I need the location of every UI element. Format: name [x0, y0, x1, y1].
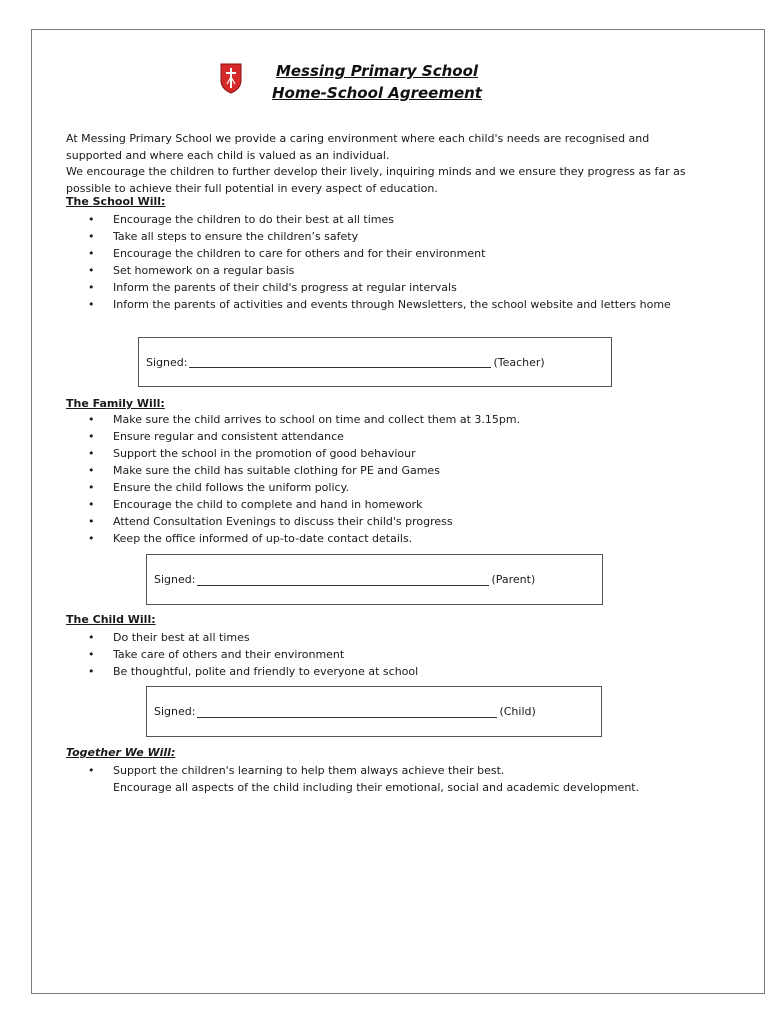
signature-line[interactable] [197, 706, 497, 718]
intro-paragraph-2: We encourage the children to further develop their lively, inquiring minds and we ensure they progress as far as possible to achieve their full potential in every aspect of education. [66, 165, 686, 195]
list-item: • Attend Consultation Evenings to discuss their child's progress [88, 513, 678, 530]
signature-role: (Child) [499, 705, 536, 718]
list-item: • Take all steps to ensure the children’s safety [88, 228, 678, 245]
signed-label: Signed: [154, 573, 196, 586]
teacher-signature-box[interactable] [138, 337, 612, 387]
signature-role: (Teacher) [493, 355, 545, 369]
child-signature-box[interactable] [146, 686, 602, 737]
together-list [88, 762, 678, 779]
list-item: • Encourage the child to complete and hand in homework [88, 496, 678, 513]
list-item: • Keep the office informed of up-to-date contact details. [88, 530, 678, 547]
list-item: • Do their best at all times [88, 629, 678, 646]
agreement-title: Home-School Agreement [272, 84, 482, 102]
together-continuation: Encourage all aspects of the child including their emotional, social and academic development. [113, 781, 640, 794]
signed-label: Signed: [146, 355, 188, 369]
list-item: • Make sure the child arrives to school on time and collect them at 3.15pm. [88, 411, 678, 428]
list-item: • Make sure the child has suitable clothing for PE and Games [88, 462, 678, 479]
list-item: • Take care of others and their environment [88, 646, 678, 663]
together-heading: Together We Will: [66, 746, 176, 759]
list-item: • Encourage the children to do their best at all times [88, 211, 678, 228]
child-heading: The Child Will: [66, 613, 156, 626]
list-item: • Encourage the children to care for others and for their environment [88, 245, 678, 262]
school-list [88, 211, 678, 313]
document-title [262, 60, 492, 104]
signature-line[interactable] [189, 356, 491, 368]
school-crest-icon [219, 62, 243, 94]
school-heading: The School Will: [66, 195, 166, 208]
list-item: • Ensure regular and consistent attendance [88, 428, 678, 445]
parent-signature-box[interactable] [146, 554, 603, 605]
list-item: • Be thoughtful, polite and friendly to everyone at school [88, 663, 678, 680]
intro-paragraph-1: At Messing Primary School we provide a caring environment where each child's needs are recognised and supported and where each child is valued as an individual. [66, 132, 650, 162]
child-list [88, 629, 678, 680]
signature-role: (Parent) [491, 573, 536, 586]
family-list [88, 411, 678, 547]
school-name: Messing Primary School [275, 62, 479, 80]
list-item: • Inform the parents of their child's progress at regular intervals [88, 279, 678, 296]
family-heading: The Family Will: [66, 397, 165, 410]
list-item: • Inform the parents of activities and events through Newsletters, the school website and letters home [88, 296, 678, 313]
list-item: • Support the children's learning to help them always achieve their best. [88, 762, 678, 779]
signed-label: Signed: [154, 705, 196, 718]
intro-text [66, 131, 696, 197]
list-item: • Ensure the child follows the uniform policy. [88, 479, 678, 496]
list-item: • Set homework on a regular basis [88, 262, 678, 279]
signature-line[interactable] [197, 574, 489, 586]
list-item: • Support the school in the promotion of good behaviour [88, 445, 678, 462]
